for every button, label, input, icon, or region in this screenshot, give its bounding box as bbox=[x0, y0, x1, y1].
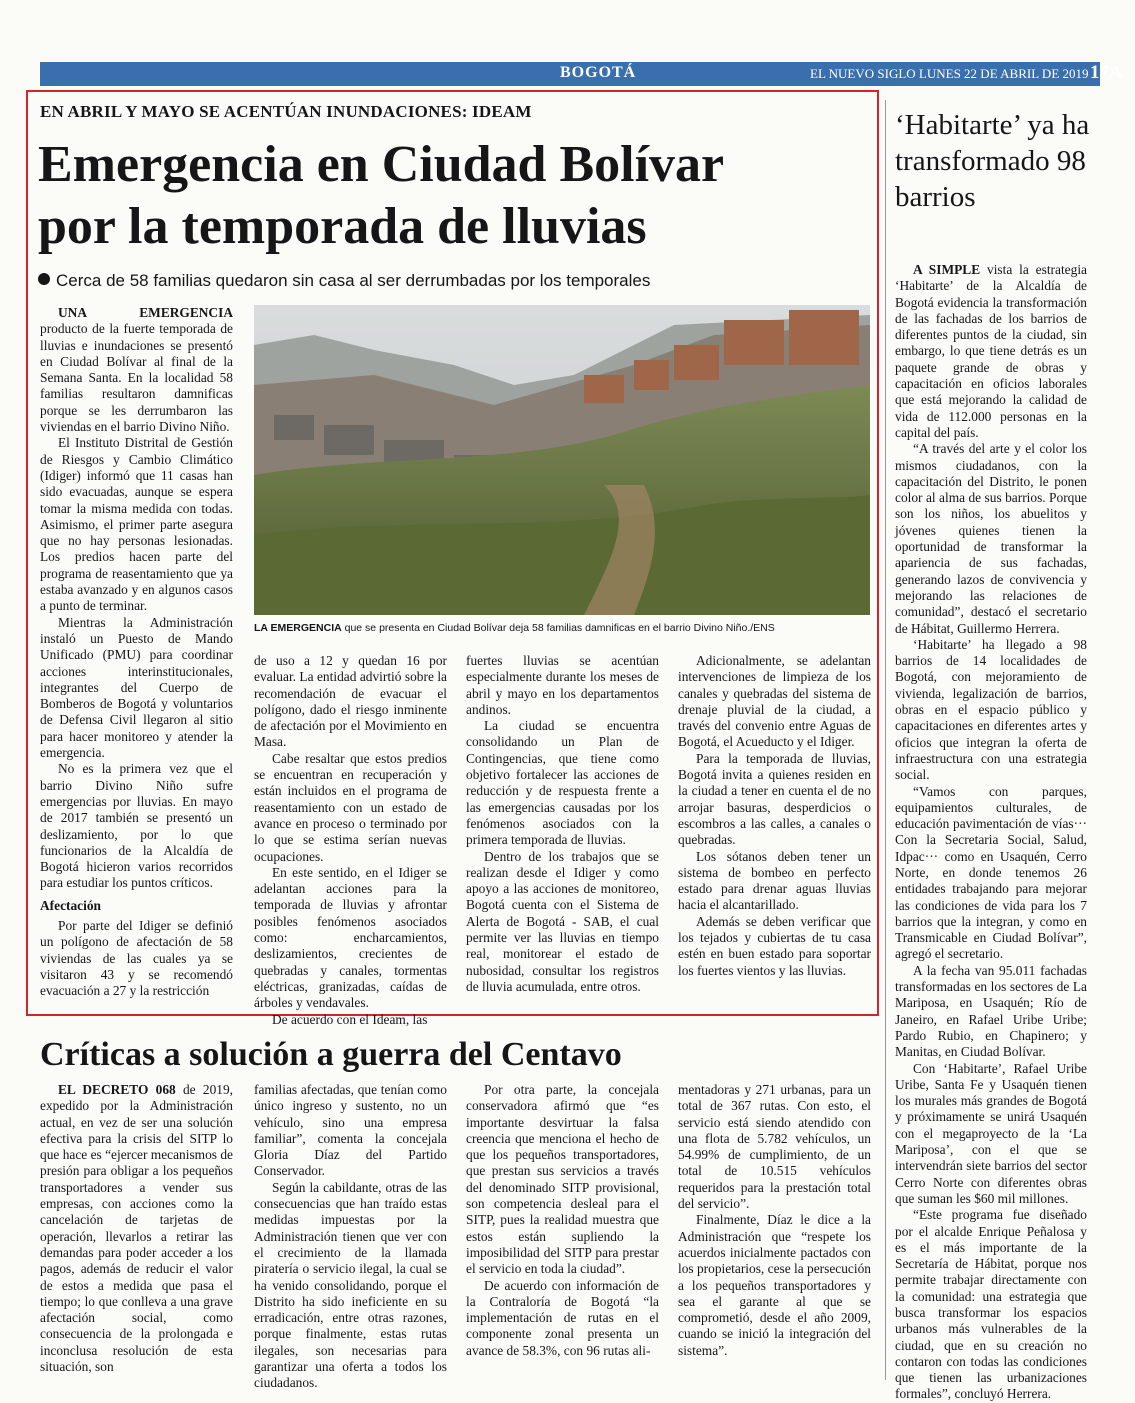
issue-date: EL NUEVO SIGLO LUNES 22 DE ABRIL DE 2019 bbox=[810, 66, 1089, 81]
section-name: BOGOTÁ bbox=[560, 64, 637, 81]
paragraph: Finalmente, Díaz le dice a la Administración que “respete los acuerdos inicialmente pactados con los propietarios, cese la persecución a los pequeños transportadores y sea el garante al que se comprometió, desde el año 2009, cuando se inició la integración del sistema”. bbox=[678, 1212, 871, 1358]
lead-caps: EL DECRETO 068 bbox=[58, 1082, 176, 1097]
main-column-1 bbox=[40, 305, 233, 999]
paragraph: ‘Habitarte’ ha llegado a 98 barrios de 14 localidades de Bogotá, con mejoramiento de vivienda, legalización de barrios, obras en el espacio público y capacitaciones en diferentes artes y oficios que integran la oferta de infraestructura con una estrategia social. bbox=[895, 636, 1087, 783]
article-photo bbox=[254, 305, 870, 615]
paragraph: Además se deben verificar que los tejados y cubiertas de tu casa estén en buen estado para soportar los fuertes vientos y las lluvias. bbox=[678, 913, 871, 978]
article-subhead: Cerca de 58 familias quedaron sin casa al ser derrumbadas por los temporales bbox=[56, 271, 651, 290]
article-kicker: EN ABRIL Y MAYO SE ACENTÚAN INUNDACIONES: IDEAM bbox=[40, 102, 532, 121]
paragraph: de 2019, expedido por la Administración actual, en vez de ser una solución efectiva para la crisis del SITP lo que hace es “ejercer mecanismos de presión para obligar a los pequeños transportadores a vender sus empresas, con acciones como la cancelación de tarjetas de operación, llevarlos a retirar las demandas para poder acceder a los pagos, además de reducir el valor de estos a medida que pasa el tiempo; lo que conlleva a una grave afectación social, como consecuencia de la prolongada e inconclusa resolución de esta situación, son bbox=[40, 1082, 234, 1375]
second-column-1 bbox=[40, 1082, 233, 1375]
section-subheading: Afectación bbox=[40, 897, 101, 913]
paragraph: De acuerdo con el Ideam, las bbox=[272, 1011, 428, 1027]
paragraph: El Instituto Distrital de Gestión de Riesgos y Cambio Climático (Idiger) informó que 11 casas han sido evacuadas, aunque se espera tomar la misma medida con todas. Asimismo, el primer parte asegura que no hay personas lesionadas. Los predios hacen parte del programa de reasentamiento que ya estaba avanzado y en algunos casos a punto de terminar. bbox=[40, 435, 233, 614]
paragraph: Mientras la Administración instaló un Puesto de Mando Unificado (PMU) para coordinar acciones interinstitucionales, integrantes del Cuerpo de Bomberos de Bogotá y voluntarios de Defensa Civil llegaron al sitio para hacer monitoreo y atender la emergencia. bbox=[40, 614, 233, 761]
main-column-4 bbox=[678, 653, 871, 979]
lead-caps: UNA EMERGENCIA bbox=[58, 305, 233, 320]
second-column-2 bbox=[254, 1082, 447, 1392]
lead-caps: A SIMPLE bbox=[913, 262, 981, 277]
main-column-3 bbox=[466, 653, 659, 995]
paragraph: En este sentido, en el Idiger se adelantan acciones para la temporada de lluvias y afrontar posibles fenómenos asociados como: encharcamientos, deslizamientos, crecientes de quebradas y canales, tormentas eléctricas, granizadas, caídas de árboles y vendavales. bbox=[254, 864, 447, 1011]
paragraph: Los sótanos deben tener un sistema de bombeo en perfecto estado para drenar aguas lluvias hacia el alcantarillado. bbox=[678, 848, 871, 913]
paragraph: De acuerdo con información de la Contraloría de Bogotá “la implementación de rutas en el componente zonal presenta un avance de 58.3%, con 96 rutas ali- bbox=[466, 1277, 659, 1358]
paragraph: La ciudad se encuentra consolidando un Plan de Contingencias, que tiene como objetivo fortalecer las acciones de reducción y de respuesta frente a las emergencias causadas por los fenómenos asociados con la primera temporada de lluvias. bbox=[466, 718, 659, 848]
paragraph: Según la cabildante, otras de las consecuencias que han traído estas medidas impuestas por la Administración tienen que ver con el crecimiento de la llamada piratería o servicio ilegal, la cual se ha venido consolidando, porque el Distrito ha sido ineficiente en su erradicación, entre otras razones, porque finalmente, estas rutas ilegales, son necesarias para garantizar una oferta a todos los ciudadanos. bbox=[254, 1179, 447, 1391]
caption-text: que se presenta en Ciudad Bolívar deja 58 familias damnificas en el barrio Divino Niño./ENS bbox=[341, 622, 775, 634]
headline-line-2: por la temporada de lluvias bbox=[38, 198, 647, 255]
photo-caption bbox=[254, 622, 870, 634]
second-column-3 bbox=[466, 1082, 659, 1359]
paragraph: “A través del arte y el color los mismos ciudadanos, con la capacitación del Distrito, le ponen color al alma de sus barrios. Porque son los niños, los abuelitos y jóvenes quienes tienen la oportunidad de transformar la apariencia de sus fachadas, generando lazos de convivencia y mejorando las relaciones de comunidad”, destacó el secretario de Hábitat, Guillermo Herrera. bbox=[895, 441, 1087, 636]
paragraph: familias afectadas, que tenían como único ingreso y sustento, no un vehículo, sino una empresa familiar”, comenta la concejala Gloria Díaz del Partido Conservador. bbox=[254, 1082, 447, 1179]
bullet-icon bbox=[38, 273, 50, 285]
paragraph: de uso a 12 y quedan 16 por evaluar. La entidad advirtió sobre la recomendación de evacuar el polígono, dado el riesgo inminente de afectación por el Movimiento en Masa. bbox=[254, 653, 447, 750]
second-column-4 bbox=[678, 1082, 871, 1359]
second-headline: Críticas a solución a guerra del Centavo bbox=[40, 1036, 622, 1073]
sidebar-headline: ‘Habitarte’ ya ha transformado 98 barrios bbox=[895, 109, 1090, 213]
paragraph: A la fecha van 95.011 fachadas transformadas en los sectores de La Mariposa, en Usaquén; Río de Janeiro, en Rafael Uribe Uribe; Pardo Rubio, en Chapinero; y Manitas, en Ciudad Bolívar. bbox=[895, 962, 1087, 1060]
column-divider bbox=[885, 100, 886, 1380]
paragraph: fuertes lluvias se acentúan especialmente durante los meses de abril y mayo en los departamentos andinos. bbox=[466, 653, 659, 717]
paragraph: Cabe resaltar que estos predios se encuentran en recuperación y están incluidos en el programa de reasentamiento con un estado de avance en proceso o terminado por lo que se estima serían nuevas ocupaciones. bbox=[254, 750, 447, 864]
headline-line-1: Emergencia en Ciudad Bolívar bbox=[38, 136, 725, 193]
paragraph: Para la temporada de lluvias, Bogotá invita a quienes residen en la ciudad a tener en cuenta el de no arrojar basuras, desperdicios o escombros a las calles, a canales o quebradas. bbox=[678, 750, 871, 848]
paragraph: mentadoras y 271 urbanas, para un total de 367 rutas. Con esto, el servicio está siendo atendido con una flota de 5.782 vehículos, un 54.99% de cumplimiento, de un total de 10.515 vehículos requeridos para la prestación total del servicio”. bbox=[678, 1082, 871, 1212]
paragraph: Con ‘Habitarte’, Rafael Uribe Uribe, Santa Fe y Usaquén tienen los murales más grandes de Bogotá y próximamente se unirá Usaquén con el megaproyecto de la ‘La Mariposa’, con el que se intervendrán siete barrios del sector Cerro Norte con diferentes obras que suman les $60 mil millones. bbox=[895, 1060, 1087, 1206]
paragraph: vista la estrategia ‘Habitarte’ de la Alcaldía de Bogotá evidencia la transformación de las fachadas de los barrios de diferentes puntos de la ciudad, sin embargo, lo que tiene detrás es un paquete grande de obras y capacitación en oficios laborales que está mejorando la calidad de vida de 112.000 personas en la capital del país. bbox=[895, 262, 1087, 440]
caption-lead: LA EMERGENCIA bbox=[254, 622, 342, 634]
paragraph: Por parte del Idiger se definió un polígono de afectación de 58 viviendas de las cuales ya se visitaron 43 y se recomendó evacuación a 27 y la restricción bbox=[40, 917, 233, 999]
paragraph: “Este programa fue diseñado por el alcalde Enrique Peñalosa y es el más importante de la Secretaría de Hábitat, porque nos permite trabajar directamente con la comunidad: una estrategia que busca transformar los espacios urbanos más vulnerables de la ciudad, que en su creación no contaron con todas las condiciones que tienen las urbanizaciones formales”, concluyó Herrera. bbox=[895, 1207, 1087, 1402]
paragraph: “Vamos con parques, equipamientos culturales, de educación pavimentación de vías··· Con la Secretaria Social, Salud, Idpac··· como en Usaquén, Cerro Norte, en donde tenemos 26 entidades trabajando para mejorar las condiciones de vida para los 7 barrios que la integran, y como en Transmicable en Ciudad Bolívar”, agregó el secretario. bbox=[895, 783, 1087, 962]
paragraph: Por otra parte, la concejala conservadora afirmó que “es importante desvirtuar la falsa creencia que menciona el hecho de que los pequeños transportadores, que prestan sus servicios a través del denominado SITP provisional, son competencia desleal para el SITP, pues la realidad muestra que estos están supliendo la imposibilidad del SITP para prestar el servicio en toda la ciudad”. bbox=[466, 1082, 659, 1277]
paragraph: No es la primera vez que el barrio Divino Niño sufre emergencias por lluvias. En mayo de 2017 también se presentó un deslizamiento, por lo que funcionarios de la Alcaldía de Bogotá hicieron varios recorridos para estudiar los puntos críticos. bbox=[40, 761, 233, 891]
main-column-2 bbox=[254, 653, 447, 1028]
section-banner bbox=[40, 62, 1123, 86]
paragraph: Adicionalmente, se adelantan intervenciones de limpieza de los canales y quebradas del sistema de drenaje pluvial de la ciudad, a través del convenio entre Aguas de Bogotá, el Acueducto y el Idiger. bbox=[678, 653, 871, 750]
hillside-photo bbox=[254, 305, 870, 615]
sidebar-column bbox=[895, 262, 1087, 1403]
paragraph: Dentro de los trabajos que se realizan desde el Idiger y como apoyo a las acciones de monitoreo, Bogotá cuenta con el Sistema de Alerta de Bogotá - SAB, el cual permite ver las lluvias en tiempo real, monitorear el estado de nubosidad, consultar los registros de lluvia acumulada, entre otros. bbox=[466, 848, 659, 994]
paragraph: producto de la fuerte temporada de lluvias e inundaciones se presentó en Ciudad Bolívar al final de la Semana Santa. En la localidad 58 familias resultaron damnificas porque se les derrumbaron las viviendas en el barrio Divino Niño. bbox=[40, 321, 233, 435]
page-number: 17A bbox=[1090, 62, 1123, 83]
article-headline bbox=[38, 134, 868, 258]
